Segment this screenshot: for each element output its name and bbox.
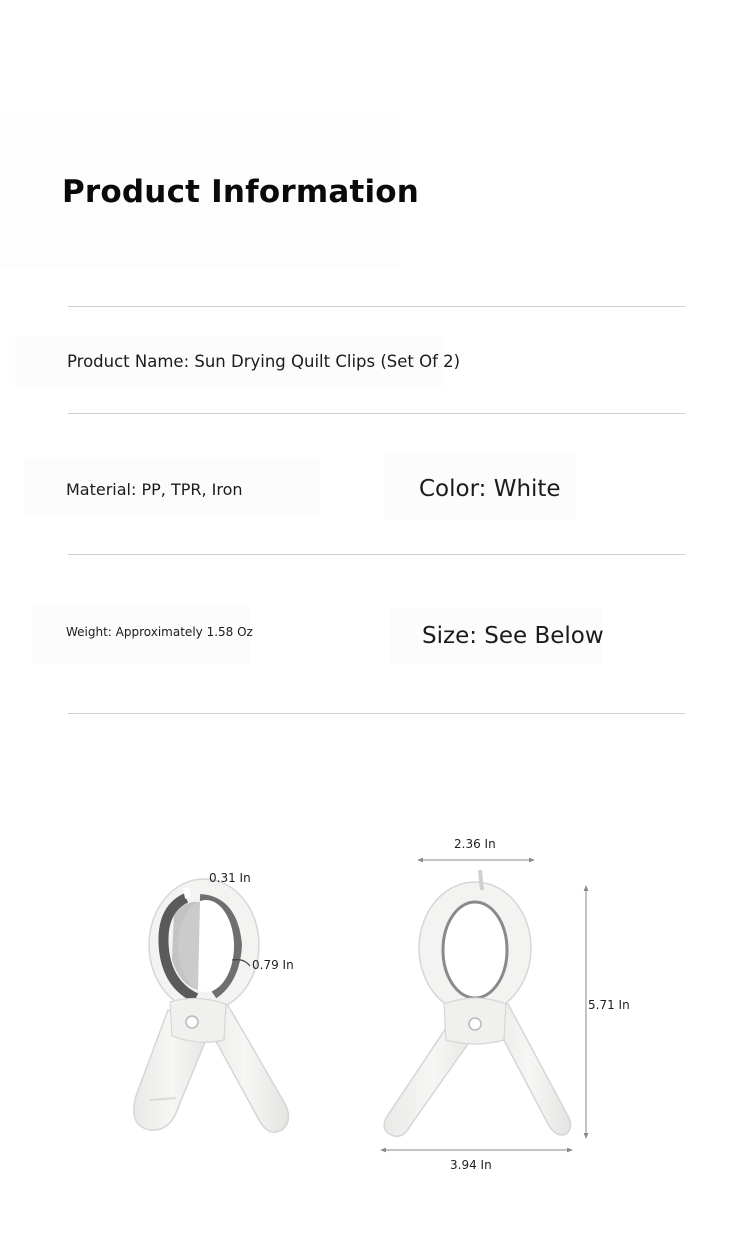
height-label: 5.71 In bbox=[588, 998, 630, 1012]
product-name: Product Name: Sun Drying Quilt Clips (Set Of 2) bbox=[67, 352, 461, 371]
clip-angled bbox=[134, 879, 289, 1132]
size: Size: See Below bbox=[422, 623, 604, 649]
material: Material: PP, TPR, Iron bbox=[66, 480, 243, 499]
top-width-label: 2.36 In bbox=[454, 837, 496, 851]
weight: Weight: Approximately 1.58 Oz bbox=[66, 625, 253, 639]
color: Color: White bbox=[419, 476, 561, 502]
base-width-label: 3.94 In bbox=[450, 1158, 492, 1172]
page-title: Product Information bbox=[62, 174, 420, 210]
opening-label: 0.79 In bbox=[252, 958, 294, 972]
clip-front bbox=[384, 870, 570, 1136]
thickness-label: 0.31 In bbox=[209, 871, 251, 885]
